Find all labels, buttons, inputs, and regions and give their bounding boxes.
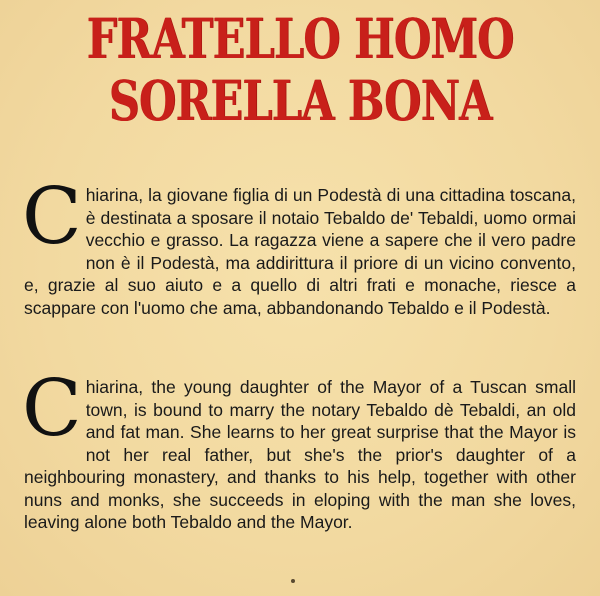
italian-dropcap: C [22,172,82,262]
title-line-1: FRATELLO HOMO [86,6,514,71]
english-paragraph [22,364,576,534]
english-dropcap: C [22,364,82,454]
title-line-2: SORELLA BONA [108,68,492,133]
english-text: hiarina, the young daughter of the Mayor of a Tuscan small town, is bound to marry the notary Tebaldo dè Tebaldi, an old and fat man. She learns to her great surprise that the Mayor is not her real father, but she's the prior's daughter of a neighbouring monastery, and thanks to his help, together with other nuns and monks, she succeeds in eloping with the man she loves, leaving alone both Tebaldo and the Mayor. [24,377,576,532]
italian-text: hiarina, la giovane figlia di un Podestà di una cittadina toscana, è destinata a sposare il notaio Tebaldo de' Tebaldi, uomo ormai vecchio e grasso. La ragazza viene a sapere che il vero padre non è il Podestà, ma addirittura il priore di un vicino convento, e, grazie al suo aiuto e a quello di altri frati e monache, riesce a scappare con l'uomo che ama, abbandonando Tebaldo e il Podestà. [24,185,576,318]
title-block [0,8,600,132]
italian-paragraph [22,172,576,319]
print-speck [291,579,295,583]
